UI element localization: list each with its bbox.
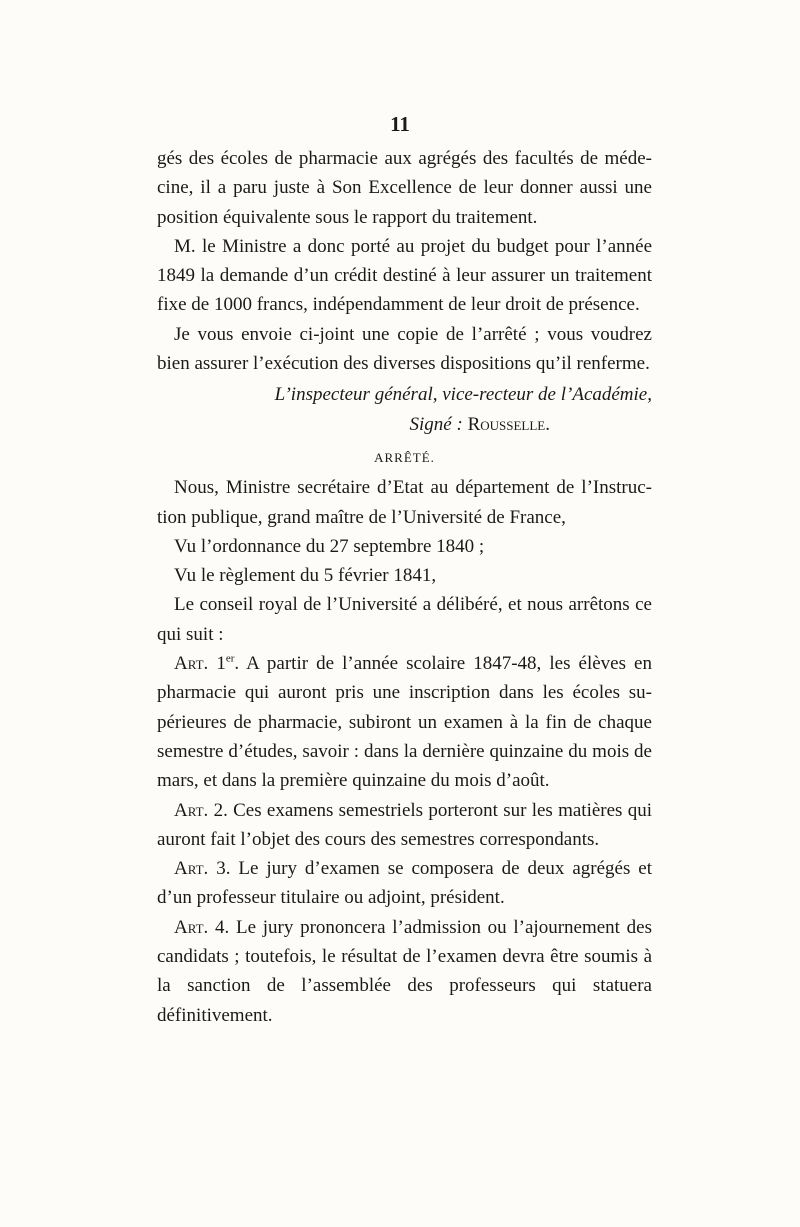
paragraph-continuation: gés des écoles de pharmacie aux agrégés des facultés de médecine, il a paru juste à Son Excellence de leur donner aussi une position équivalente sous le rapport du traitement. bbox=[157, 148, 652, 228]
article-3-label: Art. bbox=[174, 858, 209, 880]
page-number: 11 bbox=[390, 112, 410, 136]
signature-label: Signé : bbox=[409, 413, 463, 435]
signature-line bbox=[157, 410, 652, 439]
article-3 bbox=[157, 854, 652, 913]
paragraph-copy: Je vous envoie ci-joint une copie de l’arrêté ; vous voudrez bien assurer l’exécution des diverses dispositions qu’il renferme. bbox=[157, 323, 652, 375]
article-2-text: 2. Ces examens semestriels porteront sur les matières qui auront fait l’objet des cours des semestres correspondants. bbox=[157, 799, 653, 850]
article-4-label: Art. bbox=[174, 916, 209, 938]
article-2 bbox=[157, 796, 652, 855]
arrete-heading: ARRÊTÉ. bbox=[374, 449, 435, 465]
arrete-intro: Nous, Ministre secrétaire d’Etat au département de l’Instruction publique, grand maître de l’Université de France, bbox=[157, 477, 652, 528]
arrete-conseil: Le conseil royal de l’Université a délibéré, et nous arrêtons ce qui suit : bbox=[157, 594, 652, 645]
body-text bbox=[157, 144, 652, 1030]
article-1-superscript: er bbox=[225, 652, 235, 665]
arrete-vu-ordonnance: Vu l’ordonnance du 27 septembre 1840 ; bbox=[174, 535, 485, 557]
arrete-vu-reglement: Vu le règlement du 5 février 1841, bbox=[174, 565, 437, 587]
signature-name: Rousselle. bbox=[467, 413, 550, 435]
article-4-text: 4. Le jury prononcera l’admission ou l’ajournement des candidats ; toutefois, le résultat de l’examen devra être soumis à la sanction de l’assemblée des professeurs qui statuera définitivement. bbox=[157, 916, 652, 1026]
article-1 bbox=[157, 649, 652, 795]
article-2-label: Art. bbox=[174, 799, 209, 821]
paragraph-budget: M. le Ministre a donc porté au projet du budget pour l’année 1849 la demande d’un crédit destiné à leur assurer un traitement fixe de 1000 francs, indépendamment de leur droit de présence. bbox=[157, 235, 652, 316]
article-1-text: . A partir de l’année scolaire 1847-48, les élèves en pharmacie qui auront pris une inscription dans les écoles supérieures de pharmacie, subiront un examen à la fin de chaque semestre d’études, savoir : dans la dernière quinzaine du mois de mars, et dans la première quinzaine du mois d’août. bbox=[157, 653, 652, 792]
article-1-label: Art. bbox=[174, 653, 209, 675]
article-3-text: 3. Le jury d’examen se composera de deux agrégés et d’un professeur titulaire ou adjoint, président. bbox=[157, 858, 653, 909]
article-4 bbox=[157, 913, 652, 1030]
signature-title: L’inspecteur général, vice-recteur de l’Académie, bbox=[274, 384, 652, 406]
article-1-number: 1 bbox=[216, 653, 226, 675]
